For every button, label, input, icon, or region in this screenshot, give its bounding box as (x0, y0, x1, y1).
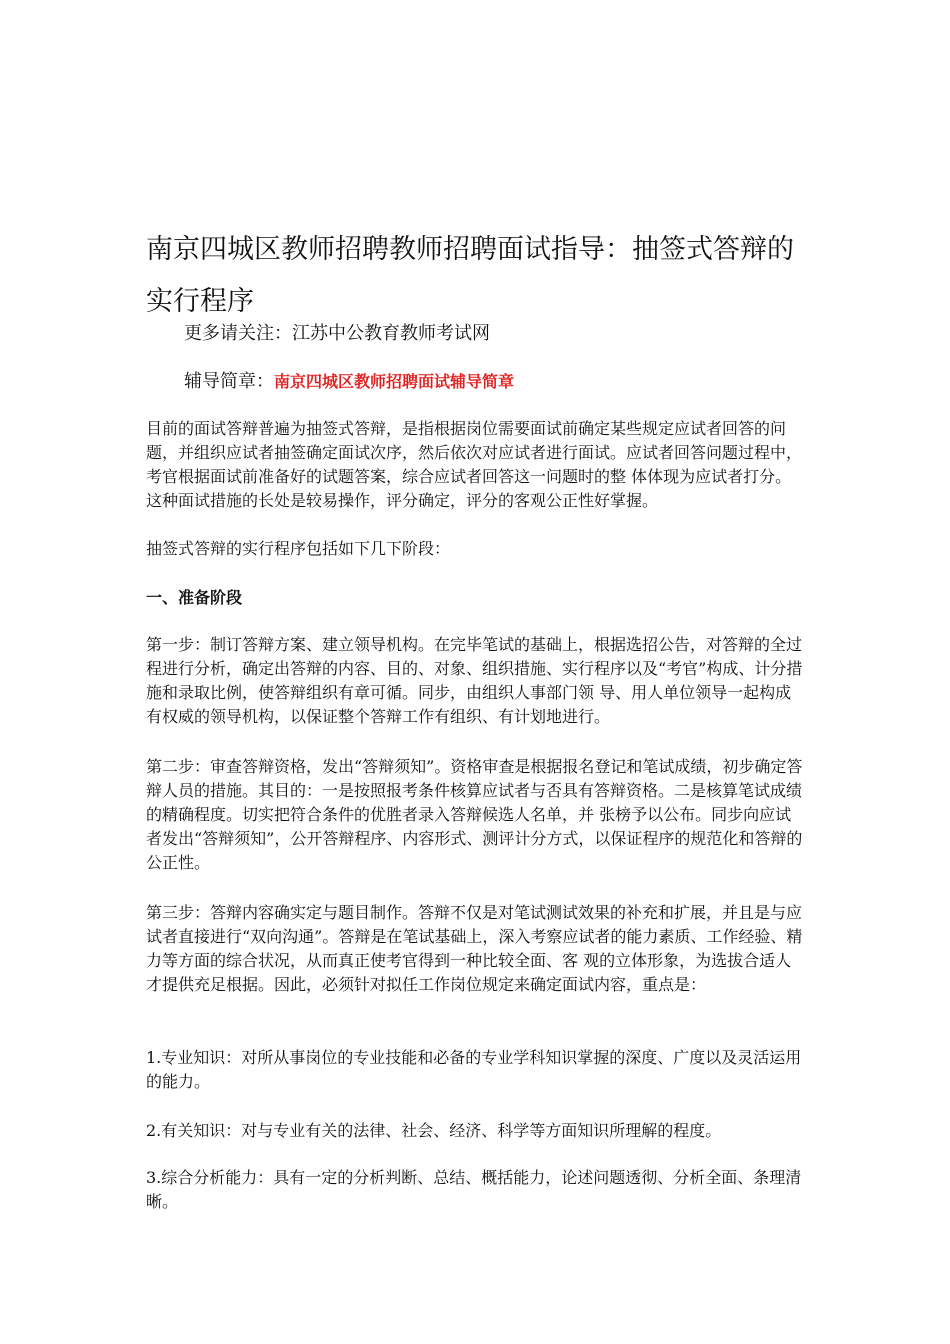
follow-site: 江苏中公教育教师考试网 (292, 323, 490, 344)
step2-paragraph: 第二步：审查答辩资格，发出“答辩须知”。资格审查是根据报名登记和笔试成绩，初步确定答辩人员的措施。其目的：一是按照报考条件核算应试者与否具有答辩资格。二是核算笔试成绩的精确程度。切实把符合条件的优胜者录入答辩候选人名单，并 张榜予以公布。同步向应试者发出“答辩须知”，公开答辩程序、内容形式、测评计分方式，以保证程序的规范化和答辩的公正性。 (146, 757, 803, 872)
step1-paragraph: 第一步：制订答辩方案、建立领导机构。在完毕笔试的基础上，根据选招公告，对答辩的全过程进行分析，确定出答辩的内容、目的、对象、组织措施、实行程序以及“考官”构成、计分措施和录取比例，使答辩组织有章可循。同步，由组织人事部门领 导、用人单位领导一起构成有权威的领导机构，以保证整个答辩工作有组织、有计划地进行。 (146, 635, 803, 726)
list-item-professional-knowledge: 1.专业知识：对所从事岗位的专业技能和必备的专业学科知识掌握的深度、广度以及灵活运用的能力。 (146, 1048, 802, 1091)
guide-link[interactable]: 南京四城区教师招聘面试辅导简章 (274, 372, 515, 391)
follow-line (184, 322, 784, 346)
stages-intro-paragraph: 抽签式答辩的实行程序包括如下几下阶段： (146, 539, 451, 558)
follow-label: 更多请关注： (184, 323, 292, 344)
page-title: 南京四城区教师招聘教师招聘面试指导：抽签式答辩的实行程序 (146, 234, 794, 317)
guide-label: 辅导简章： (184, 371, 274, 392)
list-item-analysis-ability: 3.综合分析能力：具有一定的分析判断、总结、概括能力，论述问题透彻、分析全面、条理清晰。 (146, 1168, 802, 1211)
guide-line (184, 370, 804, 394)
step3-paragraph: 第三步：答辩内容确实定与题目制作。答辩不仅是对笔试测试效果的补充和扩展，并且是与应试者直接进行“双向沟通”。答辩是在笔试基础上，深入考察应试者的能力素质、工作经验、精力等方面的综合状况，从而真正使考官得到一种比较全面、客 观的立体形象，为选拔合适人才提供充足根据。因此，必须针对拟任工作岗位规定来确定面试内容，重点是： (146, 903, 803, 994)
section-heading-preparation: 一、准备阶段 (146, 588, 243, 607)
list-item-related-knowledge: 2.有关知识：对与专业有关的法律、社会、经济、科学等方面知识所理解的程度。 (146, 1121, 722, 1140)
intro-paragraph: 目前的面试答辩普遍为抽签式答辩，是指根据岗位需要面试前确定某些规定应试者回答的问题，并组织应试者抽签确定面试次序，然后依次对应试者进行面试。应试者回答问题过程中，考官根据面试前准备好的试题答案，综合应试者回答这一问题时的整 体体现为应试者打分。这种面试措施的长处是较易操作，评分确定，评分的客观公正性好掌握。 (146, 419, 803, 510)
